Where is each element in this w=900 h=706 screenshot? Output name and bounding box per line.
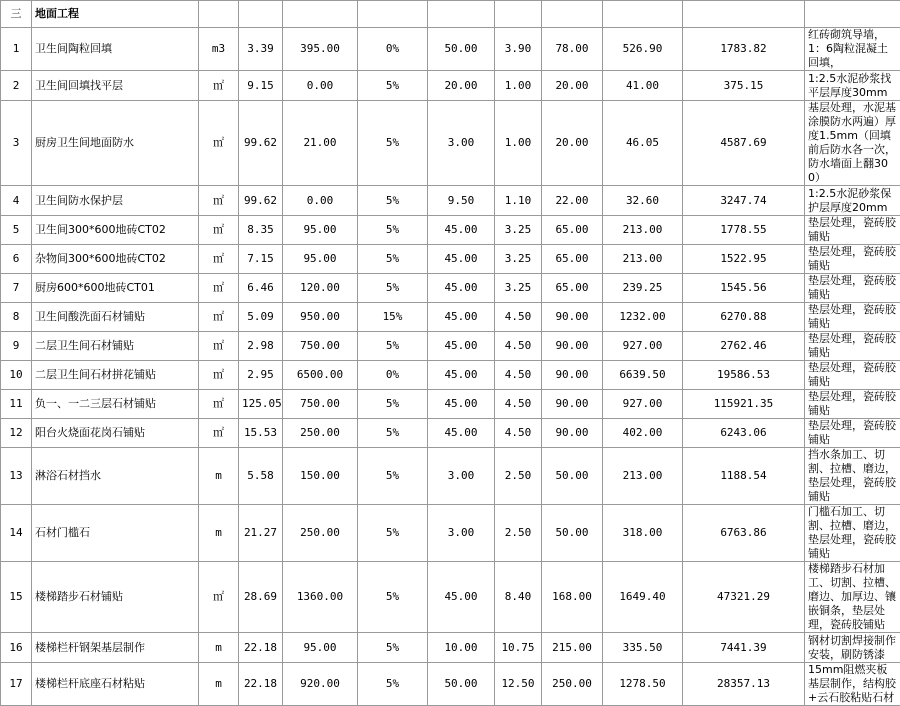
row-number: 5 bbox=[1, 216, 32, 245]
material-price: 6500.00 bbox=[283, 361, 358, 390]
quantity: 99.62 bbox=[239, 101, 283, 186]
table-row bbox=[1, 448, 900, 505]
material-price: 920.00 bbox=[283, 663, 358, 706]
labor-cost: 45.00 bbox=[428, 332, 495, 361]
row-number: 8 bbox=[1, 303, 32, 332]
management-cost: 65.00 bbox=[542, 245, 603, 274]
item-name: 卫生间酸洗面石材铺贴 bbox=[32, 303, 199, 332]
labor-cost: 3.00 bbox=[428, 101, 495, 186]
line-total: 115921.35 bbox=[683, 390, 805, 419]
empty-cell bbox=[683, 1, 805, 28]
empty-cell bbox=[239, 1, 283, 28]
item-name: 楼梯踏步石材铺贴 bbox=[32, 562, 199, 633]
line-total: 375.15 bbox=[683, 71, 805, 101]
aux-cost: 1.10 bbox=[495, 186, 542, 216]
labor-cost: 9.50 bbox=[428, 186, 495, 216]
unit: m bbox=[199, 505, 239, 562]
loss-rate: 5% bbox=[358, 186, 428, 216]
management-cost: 90.00 bbox=[542, 303, 603, 332]
loss-rate: 15% bbox=[358, 303, 428, 332]
unit-total: 239.25 bbox=[603, 274, 683, 303]
labor-cost: 45.00 bbox=[428, 216, 495, 245]
row-number: 14 bbox=[1, 505, 32, 562]
row-number: 15 bbox=[1, 562, 32, 633]
line-total: 6763.86 bbox=[683, 505, 805, 562]
quantity: 9.15 bbox=[239, 71, 283, 101]
line-total: 6243.06 bbox=[683, 419, 805, 448]
unit: ㎡ bbox=[199, 562, 239, 633]
loss-rate: 5% bbox=[358, 71, 428, 101]
line-total: 7441.39 bbox=[683, 633, 805, 663]
material-price: 250.00 bbox=[283, 419, 358, 448]
aux-cost: 4.50 bbox=[495, 303, 542, 332]
construction-note: 1:2.5水泥砂浆找平层厚度30mm bbox=[805, 71, 900, 101]
aux-cost: 3.90 bbox=[495, 28, 542, 71]
material-price: 750.00 bbox=[283, 390, 358, 419]
aux-cost: 2.50 bbox=[495, 448, 542, 505]
material-price: 950.00 bbox=[283, 303, 358, 332]
unit: m3 bbox=[199, 28, 239, 71]
item-name: 厨房600*600地砖CT01 bbox=[32, 274, 199, 303]
loss-rate: 5% bbox=[358, 274, 428, 303]
line-total: 19586.53 bbox=[683, 361, 805, 390]
material-price: 0.00 bbox=[283, 71, 358, 101]
line-total: 1522.95 bbox=[683, 245, 805, 274]
row-number: 4 bbox=[1, 186, 32, 216]
quantity: 22.18 bbox=[239, 663, 283, 706]
management-cost: 90.00 bbox=[542, 390, 603, 419]
line-total: 6270.88 bbox=[683, 303, 805, 332]
table-row bbox=[1, 505, 900, 562]
loss-rate: 5% bbox=[358, 101, 428, 186]
aux-cost: 12.50 bbox=[495, 663, 542, 706]
construction-note: 楼梯踏步石材加工、切割、拉槽、磨边、加厚边、镶嵌铜条，垫层处理，瓷砖胶铺贴 bbox=[805, 562, 900, 633]
table-row bbox=[1, 71, 900, 101]
loss-rate: 5% bbox=[358, 633, 428, 663]
empty-cell bbox=[495, 1, 542, 28]
management-cost: 90.00 bbox=[542, 332, 603, 361]
unit-total: 1278.50 bbox=[603, 663, 683, 706]
material-price: 1360.00 bbox=[283, 562, 358, 633]
empty-cell bbox=[358, 1, 428, 28]
management-cost: 215.00 bbox=[542, 633, 603, 663]
aux-cost: 1.00 bbox=[495, 101, 542, 186]
row-number: 13 bbox=[1, 448, 32, 505]
quantity: 7.15 bbox=[239, 245, 283, 274]
labor-cost: 45.00 bbox=[428, 361, 495, 390]
labor-cost: 45.00 bbox=[428, 390, 495, 419]
table-row bbox=[1, 216, 900, 245]
management-cost: 78.00 bbox=[542, 28, 603, 71]
unit-total: 402.00 bbox=[603, 419, 683, 448]
item-name: 楼梯栏杆底座石材粘贴 bbox=[32, 663, 199, 706]
table-row bbox=[1, 419, 900, 448]
aux-cost: 10.75 bbox=[495, 633, 542, 663]
quantity: 5.09 bbox=[239, 303, 283, 332]
item-name: 杂物间300*600地砖CT02 bbox=[32, 245, 199, 274]
aux-cost: 4.50 bbox=[495, 390, 542, 419]
construction-note: 垫层处理，瓷砖胶铺贴 bbox=[805, 419, 900, 448]
material-price: 95.00 bbox=[283, 245, 358, 274]
labor-cost: 10.00 bbox=[428, 633, 495, 663]
quantity: 2.98 bbox=[239, 332, 283, 361]
unit: ㎡ bbox=[199, 361, 239, 390]
unit-total: 32.60 bbox=[603, 186, 683, 216]
loss-rate: 5% bbox=[358, 505, 428, 562]
line-total: 4587.69 bbox=[683, 101, 805, 186]
labor-cost: 20.00 bbox=[428, 71, 495, 101]
empty-cell bbox=[283, 1, 358, 28]
management-cost: 90.00 bbox=[542, 361, 603, 390]
unit: ㎡ bbox=[199, 186, 239, 216]
labor-cost: 45.00 bbox=[428, 562, 495, 633]
material-price: 21.00 bbox=[283, 101, 358, 186]
item-name: 卫生间防水保护层 bbox=[32, 186, 199, 216]
quantity: 2.95 bbox=[239, 361, 283, 390]
row-number: 17 bbox=[1, 663, 32, 706]
quantity: 21.27 bbox=[239, 505, 283, 562]
labor-cost: 50.00 bbox=[428, 28, 495, 71]
line-total: 1783.82 bbox=[683, 28, 805, 71]
management-cost: 250.00 bbox=[542, 663, 603, 706]
labor-cost: 3.00 bbox=[428, 448, 495, 505]
management-cost: 22.00 bbox=[542, 186, 603, 216]
loss-rate: 5% bbox=[358, 245, 428, 274]
quantity: 125.05 bbox=[239, 390, 283, 419]
unit: m bbox=[199, 633, 239, 663]
labor-cost: 45.00 bbox=[428, 274, 495, 303]
quantity: 22.18 bbox=[239, 633, 283, 663]
construction-note: 红砖砌筑导墙，1：6陶粒混凝土回填， bbox=[805, 28, 900, 71]
unit-total: 526.90 bbox=[603, 28, 683, 71]
management-cost: 20.00 bbox=[542, 101, 603, 186]
loss-rate: 5% bbox=[358, 562, 428, 633]
unit-total: 41.00 bbox=[603, 71, 683, 101]
section-number: 三 bbox=[1, 1, 32, 28]
loss-rate: 5% bbox=[358, 332, 428, 361]
material-price: 95.00 bbox=[283, 216, 358, 245]
unit: ㎡ bbox=[199, 390, 239, 419]
labor-cost: 50.00 bbox=[428, 663, 495, 706]
table-row bbox=[1, 28, 900, 71]
unit-total: 213.00 bbox=[603, 245, 683, 274]
aux-cost: 3.25 bbox=[495, 274, 542, 303]
labor-cost: 45.00 bbox=[428, 419, 495, 448]
construction-note: 垫层处理，瓷砖胶铺贴 bbox=[805, 216, 900, 245]
unit: ㎡ bbox=[199, 303, 239, 332]
row-number: 12 bbox=[1, 419, 32, 448]
unit: ㎡ bbox=[199, 274, 239, 303]
aux-cost: 2.50 bbox=[495, 505, 542, 562]
construction-note: 垫层处理，瓷砖胶铺贴 bbox=[805, 274, 900, 303]
material-price: 0.00 bbox=[283, 186, 358, 216]
empty-cell bbox=[542, 1, 603, 28]
aux-cost: 4.50 bbox=[495, 419, 542, 448]
table-row bbox=[1, 274, 900, 303]
construction-note: 垫层处理，瓷砖胶铺贴 bbox=[805, 361, 900, 390]
unit: ㎡ bbox=[199, 245, 239, 274]
row-number: 2 bbox=[1, 71, 32, 101]
unit: m bbox=[199, 448, 239, 505]
unit-total: 927.00 bbox=[603, 332, 683, 361]
table-row bbox=[1, 332, 900, 361]
loss-rate: 5% bbox=[358, 448, 428, 505]
loss-rate: 0% bbox=[358, 361, 428, 390]
line-total: 2762.46 bbox=[683, 332, 805, 361]
line-total: 1545.56 bbox=[683, 274, 805, 303]
line-total: 28357.13 bbox=[683, 663, 805, 706]
loss-rate: 5% bbox=[358, 390, 428, 419]
quantity: 8.35 bbox=[239, 216, 283, 245]
row-number: 9 bbox=[1, 332, 32, 361]
loss-rate: 0% bbox=[358, 28, 428, 71]
material-price: 250.00 bbox=[283, 505, 358, 562]
table-row bbox=[1, 663, 900, 706]
quantity: 15.53 bbox=[239, 419, 283, 448]
unit-total: 213.00 bbox=[603, 216, 683, 245]
row-number: 6 bbox=[1, 245, 32, 274]
empty-cell bbox=[603, 1, 683, 28]
management-cost: 20.00 bbox=[542, 71, 603, 101]
table-row bbox=[1, 633, 900, 663]
line-total: 47321.29 bbox=[683, 562, 805, 633]
table-row bbox=[1, 303, 900, 332]
unit-total: 335.50 bbox=[603, 633, 683, 663]
management-cost: 65.00 bbox=[542, 274, 603, 303]
table-row bbox=[1, 101, 900, 186]
construction-note: 垫层处理，瓷砖胶铺贴 bbox=[805, 332, 900, 361]
empty-cell bbox=[199, 1, 239, 28]
unit-total: 46.05 bbox=[603, 101, 683, 186]
aux-cost: 4.50 bbox=[495, 361, 542, 390]
row-number: 10 bbox=[1, 361, 32, 390]
management-cost: 65.00 bbox=[542, 216, 603, 245]
aux-cost: 1.00 bbox=[495, 71, 542, 101]
loss-rate: 5% bbox=[358, 663, 428, 706]
item-name: 卫生间300*600地砖CT02 bbox=[32, 216, 199, 245]
item-name: 阳台火烧面花岗石铺贴 bbox=[32, 419, 199, 448]
table-row bbox=[1, 562, 900, 633]
line-total: 3247.74 bbox=[683, 186, 805, 216]
unit: ㎡ bbox=[199, 419, 239, 448]
section-title: 地面工程 bbox=[32, 1, 199, 28]
aux-cost: 3.25 bbox=[495, 216, 542, 245]
quantity: 99.62 bbox=[239, 186, 283, 216]
item-name: 负一、一二三层石材铺贴 bbox=[32, 390, 199, 419]
construction-note: 1:2.5水泥砂浆保护层厚度20mm bbox=[805, 186, 900, 216]
material-price: 750.00 bbox=[283, 332, 358, 361]
construction-note: 基层处理，水泥基涂膜防水两遍）厚度1.5mm（回填前后防水各一次，防水墙面上翻300） bbox=[805, 101, 900, 186]
labor-cost: 45.00 bbox=[428, 303, 495, 332]
management-cost: 168.00 bbox=[542, 562, 603, 633]
item-name: 楼梯栏杆钢架基层制作 bbox=[32, 633, 199, 663]
section-header-row bbox=[1, 1, 900, 28]
construction-note: 垫层处理，瓷砖胶铺贴 bbox=[805, 390, 900, 419]
row-number: 7 bbox=[1, 274, 32, 303]
quantity: 6.46 bbox=[239, 274, 283, 303]
unit: ㎡ bbox=[199, 71, 239, 101]
aux-cost: 8.40 bbox=[495, 562, 542, 633]
material-price: 120.00 bbox=[283, 274, 358, 303]
row-number: 1 bbox=[1, 28, 32, 71]
construction-note: 钢材切割焊接制作安装，刷防锈漆 bbox=[805, 633, 900, 663]
unit: ㎡ bbox=[199, 216, 239, 245]
construction-note: 垫层处理，瓷砖胶铺贴 bbox=[805, 303, 900, 332]
material-price: 150.00 bbox=[283, 448, 358, 505]
quantity: 3.39 bbox=[239, 28, 283, 71]
unit: ㎡ bbox=[199, 332, 239, 361]
aux-cost: 3.25 bbox=[495, 245, 542, 274]
item-name: 卫生间回填找平层 bbox=[32, 71, 199, 101]
material-price: 395.00 bbox=[283, 28, 358, 71]
item-name: 厨房卫生间地面防水 bbox=[32, 101, 199, 186]
item-name: 二层卫生间石材铺贴 bbox=[32, 332, 199, 361]
unit: ㎡ bbox=[199, 101, 239, 186]
unit-total: 927.00 bbox=[603, 390, 683, 419]
loss-rate: 5% bbox=[358, 419, 428, 448]
construction-note: 挡水条加工、切割、拉槽、磨边，垫层处理，瓷砖胶铺贴 bbox=[805, 448, 900, 505]
table-row bbox=[1, 245, 900, 274]
management-cost: 90.00 bbox=[542, 419, 603, 448]
management-cost: 50.00 bbox=[542, 505, 603, 562]
table-row bbox=[1, 390, 900, 419]
item-name: 二层卫生间石材拼花铺贴 bbox=[32, 361, 199, 390]
unit-total: 318.00 bbox=[603, 505, 683, 562]
item-name: 石材门槛石 bbox=[32, 505, 199, 562]
construction-note: 15mm阻燃夹板基层制作，结构胶+云石胶粘贴石材 bbox=[805, 663, 900, 706]
construction-note: 门槛石加工、切割、拉槽、磨边，垫层处理，瓷砖胶铺贴 bbox=[805, 505, 900, 562]
labor-cost: 45.00 bbox=[428, 245, 495, 274]
table-row bbox=[1, 361, 900, 390]
row-number: 16 bbox=[1, 633, 32, 663]
unit-total: 213.00 bbox=[603, 448, 683, 505]
unit-total: 6639.50 bbox=[603, 361, 683, 390]
quantity: 5.58 bbox=[239, 448, 283, 505]
row-number: 3 bbox=[1, 101, 32, 186]
table-row bbox=[1, 186, 900, 216]
management-cost: 50.00 bbox=[542, 448, 603, 505]
item-name: 淋浴石材挡水 bbox=[32, 448, 199, 505]
empty-cell bbox=[428, 1, 495, 28]
labor-cost: 3.00 bbox=[428, 505, 495, 562]
line-total: 1778.55 bbox=[683, 216, 805, 245]
loss-rate: 5% bbox=[358, 216, 428, 245]
aux-cost: 4.50 bbox=[495, 332, 542, 361]
quantity: 28.69 bbox=[239, 562, 283, 633]
construction-note: 垫层处理，瓷砖胶铺贴 bbox=[805, 245, 900, 274]
unit: m bbox=[199, 663, 239, 706]
line-total: 1188.54 bbox=[683, 448, 805, 505]
material-price: 95.00 bbox=[283, 633, 358, 663]
unit-total: 1232.00 bbox=[603, 303, 683, 332]
unit-total: 1649.40 bbox=[603, 562, 683, 633]
empty-cell bbox=[805, 1, 900, 28]
row-number: 11 bbox=[1, 390, 32, 419]
item-name: 卫生间陶粒回填 bbox=[32, 28, 199, 71]
